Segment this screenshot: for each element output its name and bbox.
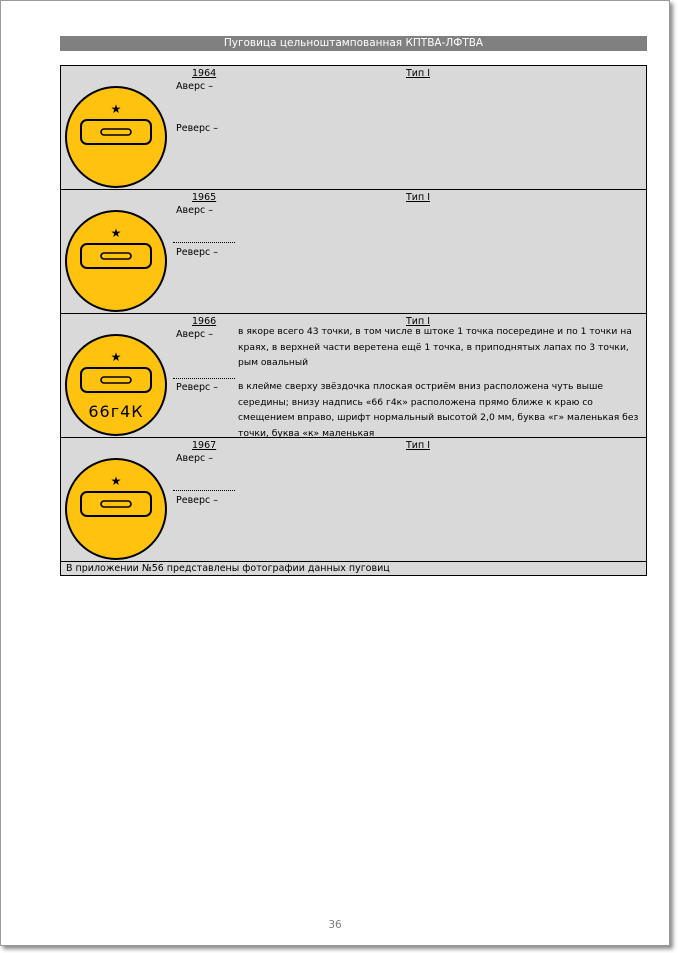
revers-label: Реверс – [176,123,219,134]
type-label: Тип I [406,440,431,451]
avers-label: Аверс – [176,329,213,340]
dotted-separator [173,242,235,243]
page-title: Пуговица цельноштампованная КПТВА-ЛФТВА [60,36,647,51]
page-number: 36 [328,919,342,931]
table-row [61,314,646,438]
svg-text:★: ★ [110,474,122,488]
svg-text:★: ★ [110,102,122,116]
svg-text:★: ★ [110,350,122,364]
coin-image [64,457,168,561]
coin-image [64,333,168,437]
type-label: Тип I [406,68,431,79]
revers-label: Реверс – [176,495,219,506]
coin-image [64,209,168,313]
year-label: 1966 [192,316,217,327]
year-label: 1965 [192,192,217,203]
dotted-separator [173,378,235,379]
avers-label: Аверс – [176,453,213,464]
buttons-table [60,65,647,576]
coin-inscription: 66г4К [88,402,144,421]
year-label: 1964 [192,68,217,79]
revers-label: Реверс – [176,247,219,258]
type-label: Тип I [406,316,431,327]
avers-label: Аверс – [176,81,213,92]
svg-text:★: ★ [110,226,122,240]
revers-description: в клейме сверху звёздочка плоская остриём вниз расположена чуть выше середины; внизу надпись «66 г4к» расположена прямо ближе к краю со смещением вправо, шрифт нормальный высотой 2,0 мм, буква «г» маленькая без точки, буква «к» маленькая [238,381,639,439]
avers-label: Аверс – [176,205,213,216]
table-footnote: В приложении №56 представлены фотографии данных пуговиц [61,562,646,575]
avers-description: в якоре всего 43 точки, в том числе в штоке 1 точка посередине и по 1 точки на краях, в верхней части веретена ещё 1 точка, в приподнятых лапах по 3 точки, рым овальный [238,326,632,368]
dotted-separator [173,490,235,491]
year-label: 1967 [192,440,217,451]
table-row [61,190,646,314]
table-row [61,438,646,562]
revers-label: Реверс – [176,382,219,393]
table-row [61,66,646,190]
type-label: Тип I [406,192,431,203]
coin-image [64,85,168,189]
